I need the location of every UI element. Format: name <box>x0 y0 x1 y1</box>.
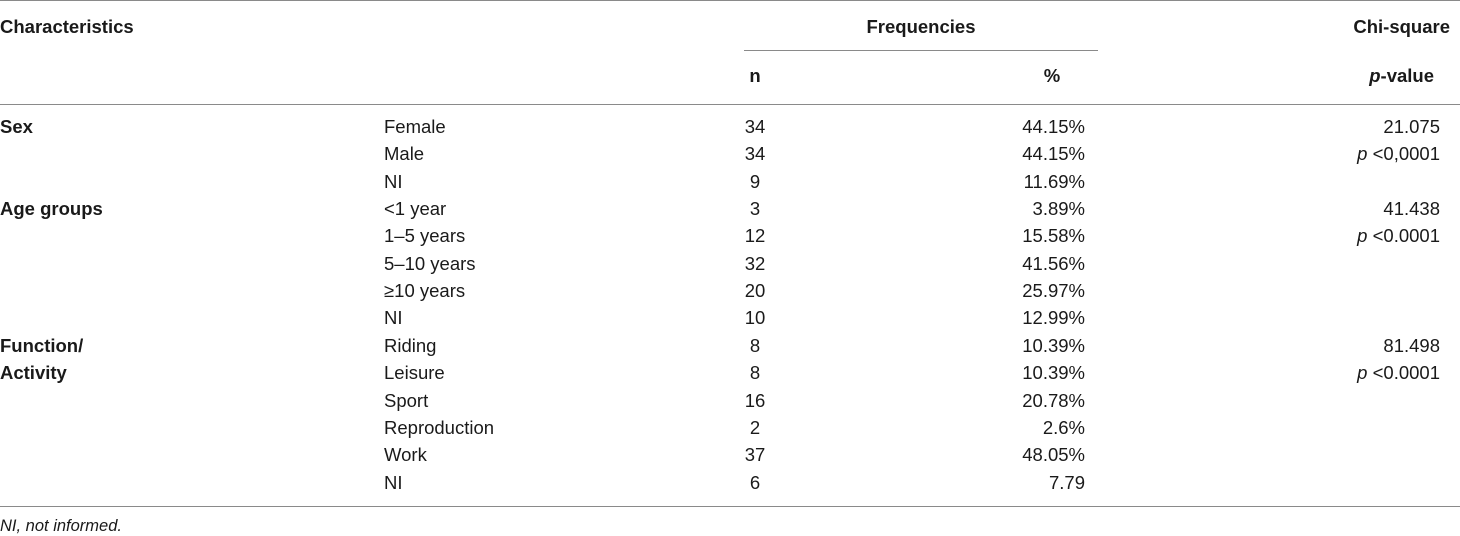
chi-square-value: 81.498 <box>1383 334 1440 356</box>
row-category: <1 year <box>384 198 447 220</box>
row-category: Female <box>384 116 446 137</box>
header-characteristics: Characteristics <box>0 16 134 37</box>
row-n: 8 <box>749 362 761 384</box>
row-n: 2 <box>749 416 761 438</box>
row-n: 6 <box>749 471 761 493</box>
group-label: Activity <box>0 362 67 384</box>
row-n: 34 <box>744 116 766 137</box>
row-percent: 10.39% <box>1022 334 1085 356</box>
row-n: 12 <box>744 225 766 247</box>
header-frequencies: Frequencies <box>866 16 976 37</box>
row-n: 16 <box>744 389 766 411</box>
row-category: 5–10 years <box>384 252 476 274</box>
row-category: Leisure <box>384 362 445 384</box>
row-percent: 12.99% <box>1022 307 1085 329</box>
row-percent: 25.97% <box>1022 280 1085 302</box>
table-footnote: NI, not informed. <box>0 517 122 535</box>
row-percent: 20.78% <box>1022 389 1085 411</box>
row-category: 1–5 years <box>384 225 466 247</box>
row-n: 8 <box>749 334 761 356</box>
row-percent: 44.15% <box>1022 116 1085 137</box>
row-percent: 7.79 <box>1048 471 1085 493</box>
row-percent: 41.56% <box>1022 252 1085 274</box>
row-n: 34 <box>744 143 766 165</box>
header-percent: % <box>1043 65 1061 86</box>
row-percent: 3.89% <box>1032 198 1085 220</box>
row-category: Riding <box>384 334 437 356</box>
table-bottom-rule <box>0 506 1460 507</box>
group-label: Age groups <box>0 198 103 220</box>
chi-square-p: p <0,0001 <box>1357 143 1440 165</box>
group-label: Function/ <box>0 334 84 356</box>
row-percent: 44.15% <box>1022 143 1085 165</box>
row-percent: 11.69% <box>1023 170 1085 192</box>
row-category: Male <box>384 143 425 165</box>
row-category: ≥10 years <box>384 280 466 302</box>
header-p-value: p-value <box>1369 65 1434 86</box>
chi-square-p: p <0.0001 <box>1357 225 1440 247</box>
group-label: Sex <box>0 116 33 137</box>
row-category: Reproduction <box>384 416 495 438</box>
header-rule <box>0 104 1460 105</box>
row-category: NI <box>384 170 403 192</box>
frequencies-underline <box>744 50 1098 51</box>
header-n: n <box>749 65 761 86</box>
chi-square-value: 21.075 <box>1383 116 1440 137</box>
row-percent: 15.58% <box>1022 225 1085 247</box>
row-category: Work <box>384 444 427 466</box>
row-n: 3 <box>749 198 761 220</box>
row-percent: 10.39% <box>1022 362 1085 384</box>
row-n: 32 <box>744 252 766 274</box>
header-chi-square: Chi-square <box>1353 16 1450 37</box>
row-category: NI <box>384 307 403 329</box>
row-percent: 48.05% <box>1022 444 1085 466</box>
chi-square-p: p <0.0001 <box>1357 362 1440 384</box>
row-category: Sport <box>384 389 429 411</box>
row-n: 10 <box>744 307 766 329</box>
row-category: NI <box>384 471 403 493</box>
row-percent: 2.6% <box>1042 416 1085 438</box>
table-top-rule <box>0 0 1460 1</box>
chi-square-value: 41.438 <box>1383 198 1440 220</box>
row-n: 9 <box>749 170 761 192</box>
row-n: 37 <box>744 444 766 466</box>
row-n: 20 <box>744 280 766 302</box>
